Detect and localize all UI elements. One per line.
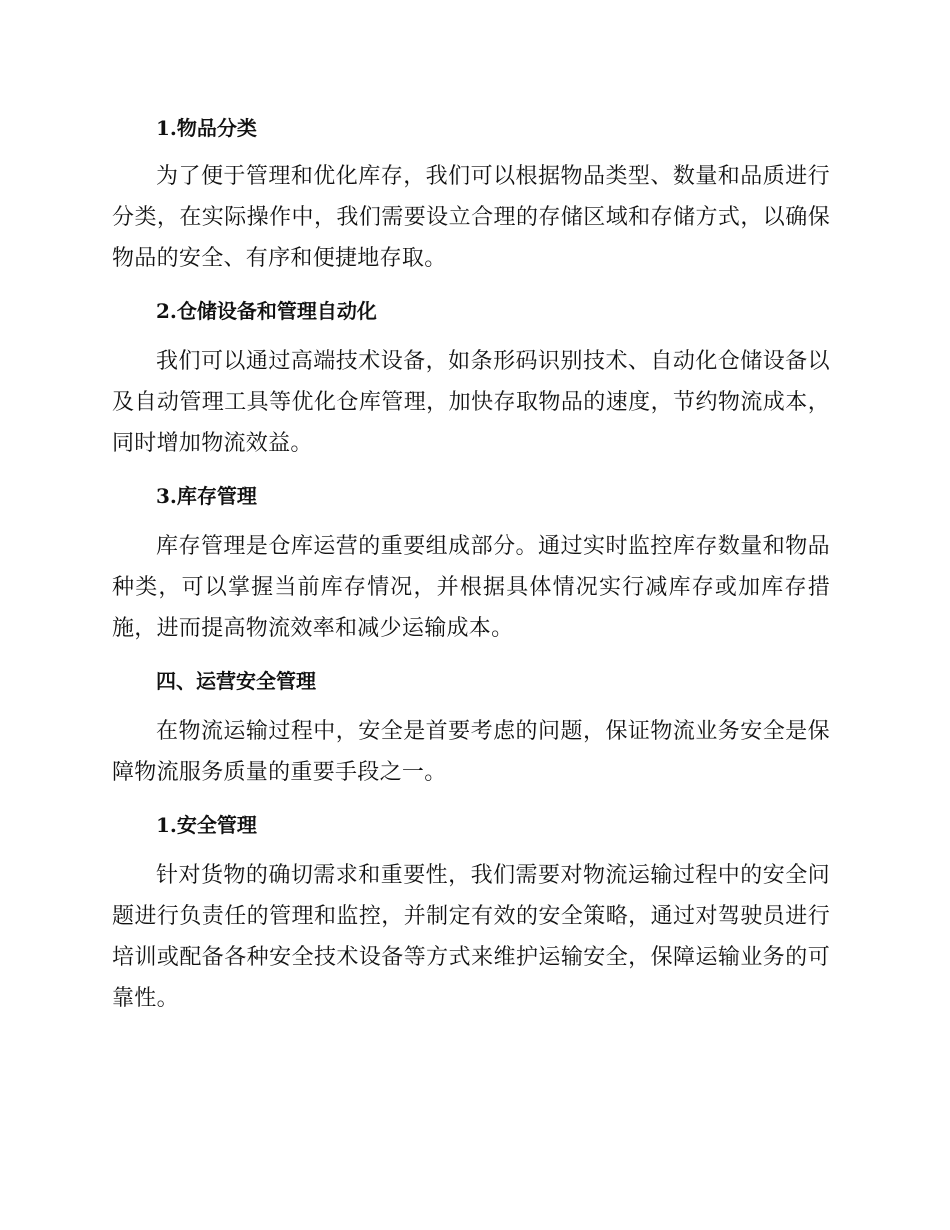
section-heading-item-classification: 1.物品分类 xyxy=(156,116,257,140)
section-heading-operational-safety: 四、运营安全管理 xyxy=(156,669,316,693)
section-paragraph-inventory-management: 库存管理是仓库运营的重要组成部分。通过实时监控库存数量和物品种类，可以掌握当前库存情况，并根据具体情况实行减库存或加库存措施，进而提高物流效率和减少运输成本。 xyxy=(112,534,830,641)
section-paragraph-storage-automation: 我们可以通过高端技术设备，如条形码识别技术、自动化仓储设备以及自动管理工具等优化仓库管理，加快存取物品的速度，节约物流成本，同时增加物流效益。 xyxy=(112,349,830,456)
section-heading-inventory-management: 3.库存管理 xyxy=(156,484,257,508)
section-paragraph-safety-management: 针对货物的确切需求和重要性，我们需要对物流运输过程中的安全问题进行负责任的管理和监控，并制定有效的安全策略，通过对驾驶员进行培训或配备各种安全技术设备等方式来维护运输安全，保障运输业务的可靠性。 xyxy=(112,863,830,1011)
document-page xyxy=(112,108,830,1019)
section-paragraph-operational-safety: 在物流运输过程中，安全是首要考虑的问题，保证物流业务安全是保障物流服务质量的重要手段之一。 xyxy=(112,719,830,785)
section-heading-safety-management: 1.安全管理 xyxy=(156,813,257,837)
section-paragraph-item-classification: 为了便于管理和优化库存，我们可以根据物品类型、数量和品质进行分类，在实际操作中，我们需要设立合理的存储区域和存储方式，以确保物品的安全、有序和便捷地存取。 xyxy=(112,164,830,271)
section-heading-storage-automation: 2.仓储设备和管理自动化 xyxy=(156,299,377,323)
